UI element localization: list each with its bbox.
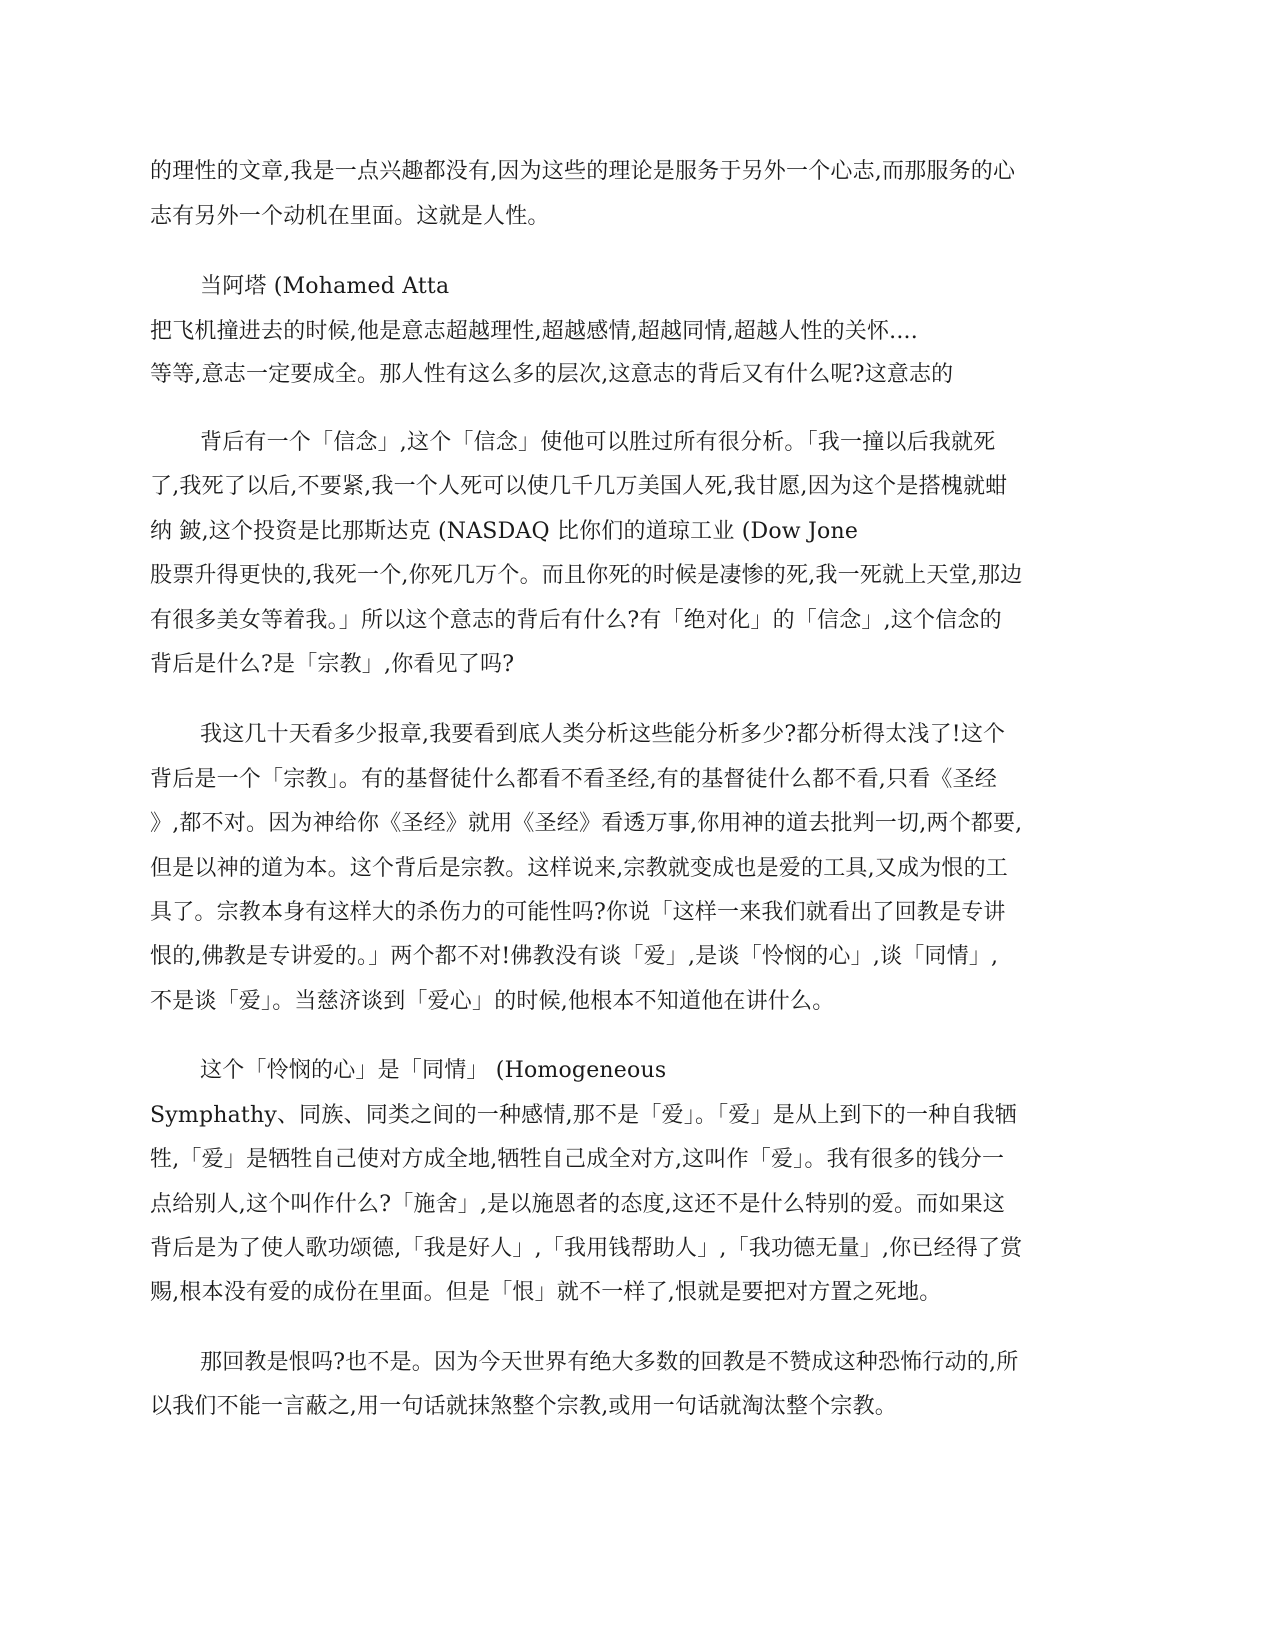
text-line: 等等,意志一定要成全。那人性有这么多的层次,这意志的背后又有什么呢?这意志的 — [150, 362, 954, 387]
text-line: 点给别人,这个叫作什么?「施舍」,是以施恩者的态度,这还不是什么特别的爱。而如果这 — [150, 1192, 1005, 1217]
text-line: 恨的,佛教是专讲爱的。」两个都不对!佛教没有谈「爱」,是谈「怜悯的心」,谈「同情」, — [150, 944, 999, 969]
text-line: 具了。宗教本身有这样大的杀伤力的可能性吗?你说「这样一来我们就看出了回教是专讲 — [150, 900, 1006, 925]
text-line: 》,都不对。因为神给你《圣经》就用《圣经》看透万事,你用神的道去批判一切,两个都要, — [150, 811, 1023, 836]
text-line: 那回教是恨吗?也不是。因为今天世界有绝大多数的回教是不赞成这种恐怖行动的,所 — [200, 1350, 1019, 1375]
text-line: 了,我死了以后,不要紧,我一个人死可以使几千几万美国人死,我甘愿,因为这个是搭槐就蚶 — [150, 474, 1008, 499]
text-line: 股票升得更快的,我死一个,你死几万个。而且你死的时候是凄惨的死,我一死就上天堂,那边 — [150, 563, 1023, 588]
text-line: 背后是一个「宗教」。有的基督徒什么都看不看圣经,有的基督徒什么都不看,只看《圣经 — [150, 767, 997, 792]
text-line: 不是谈「爱」。当慈济谈到「爱心」的时候,他根本不知道他在讲什么。 — [150, 989, 835, 1014]
text-line: 背后有一个「信念」,这个「信念」使他可以胜过所有很分析。「我一撞以后我就死 — [200, 430, 996, 455]
text-line: 这个「怜悯的心」是「同情」 (Homogeneous — [200, 1058, 667, 1083]
text-line: 当阿塔 (Mohamed Atta — [200, 274, 450, 299]
text-line: 但是以神的道为本。这个背后是宗教。这样说来,宗教就变成也是爱的工具,又成为恨的工 — [150, 856, 1008, 881]
text-line: 志有另外一个动机在里面。这就是人性。 — [150, 204, 550, 229]
text-line: 背后是什么?是「宗教」,你看见了吗? — [150, 652, 515, 677]
text-line: 赐,根本没有爱的成份在里面。但是「恨」就不一样了,恨就是要把对方置之死地。 — [150, 1280, 942, 1305]
text-line: 纳 鈹,这个投资是比那斯达克 (NASDAQ 比你们的道琼工业 (Dow Jone — [150, 519, 859, 544]
text-line: 的理性的文章,我是一点兴趣都没有,因为这些的理论是服务于另外一个心志,而那服务的心 — [150, 159, 1016, 184]
text-line: Symphathy、同族、同类之间的一种感情,那不是「爱」。「爱」是从上到下的一种自我牺 — [150, 1103, 1017, 1128]
text-line: 以我们不能一言蔽之,用一句话就抹煞整个宗教,或用一句话就淘汰整个宗教。 — [150, 1394, 897, 1419]
text-line: 把飞机撞进去的时候,他是意志超越理性,超越感情,超越同情,超越人性的关怀.... — [150, 319, 918, 344]
text-line: 我这几十天看多少报章,我要看到底人类分析这些能分析多少?都分析得太浅了!这个 — [200, 722, 1006, 747]
text-line: 牲,「爱」是牺牲自己使对方成全地,牺牲自己成全对方,这叫作「爱」。我有很多的钱分一 — [150, 1147, 1005, 1172]
text-line: 背后是为了使人歌功颂德,「我是好人」,「我用钱帮助人」,「我功德无量」,你已经得了赏 — [150, 1236, 1023, 1261]
text-line: 有很多美女等着我。」所以这个意志的背后有什么?有「绝对化」的「信念」,这个信念的 — [150, 608, 1002, 633]
